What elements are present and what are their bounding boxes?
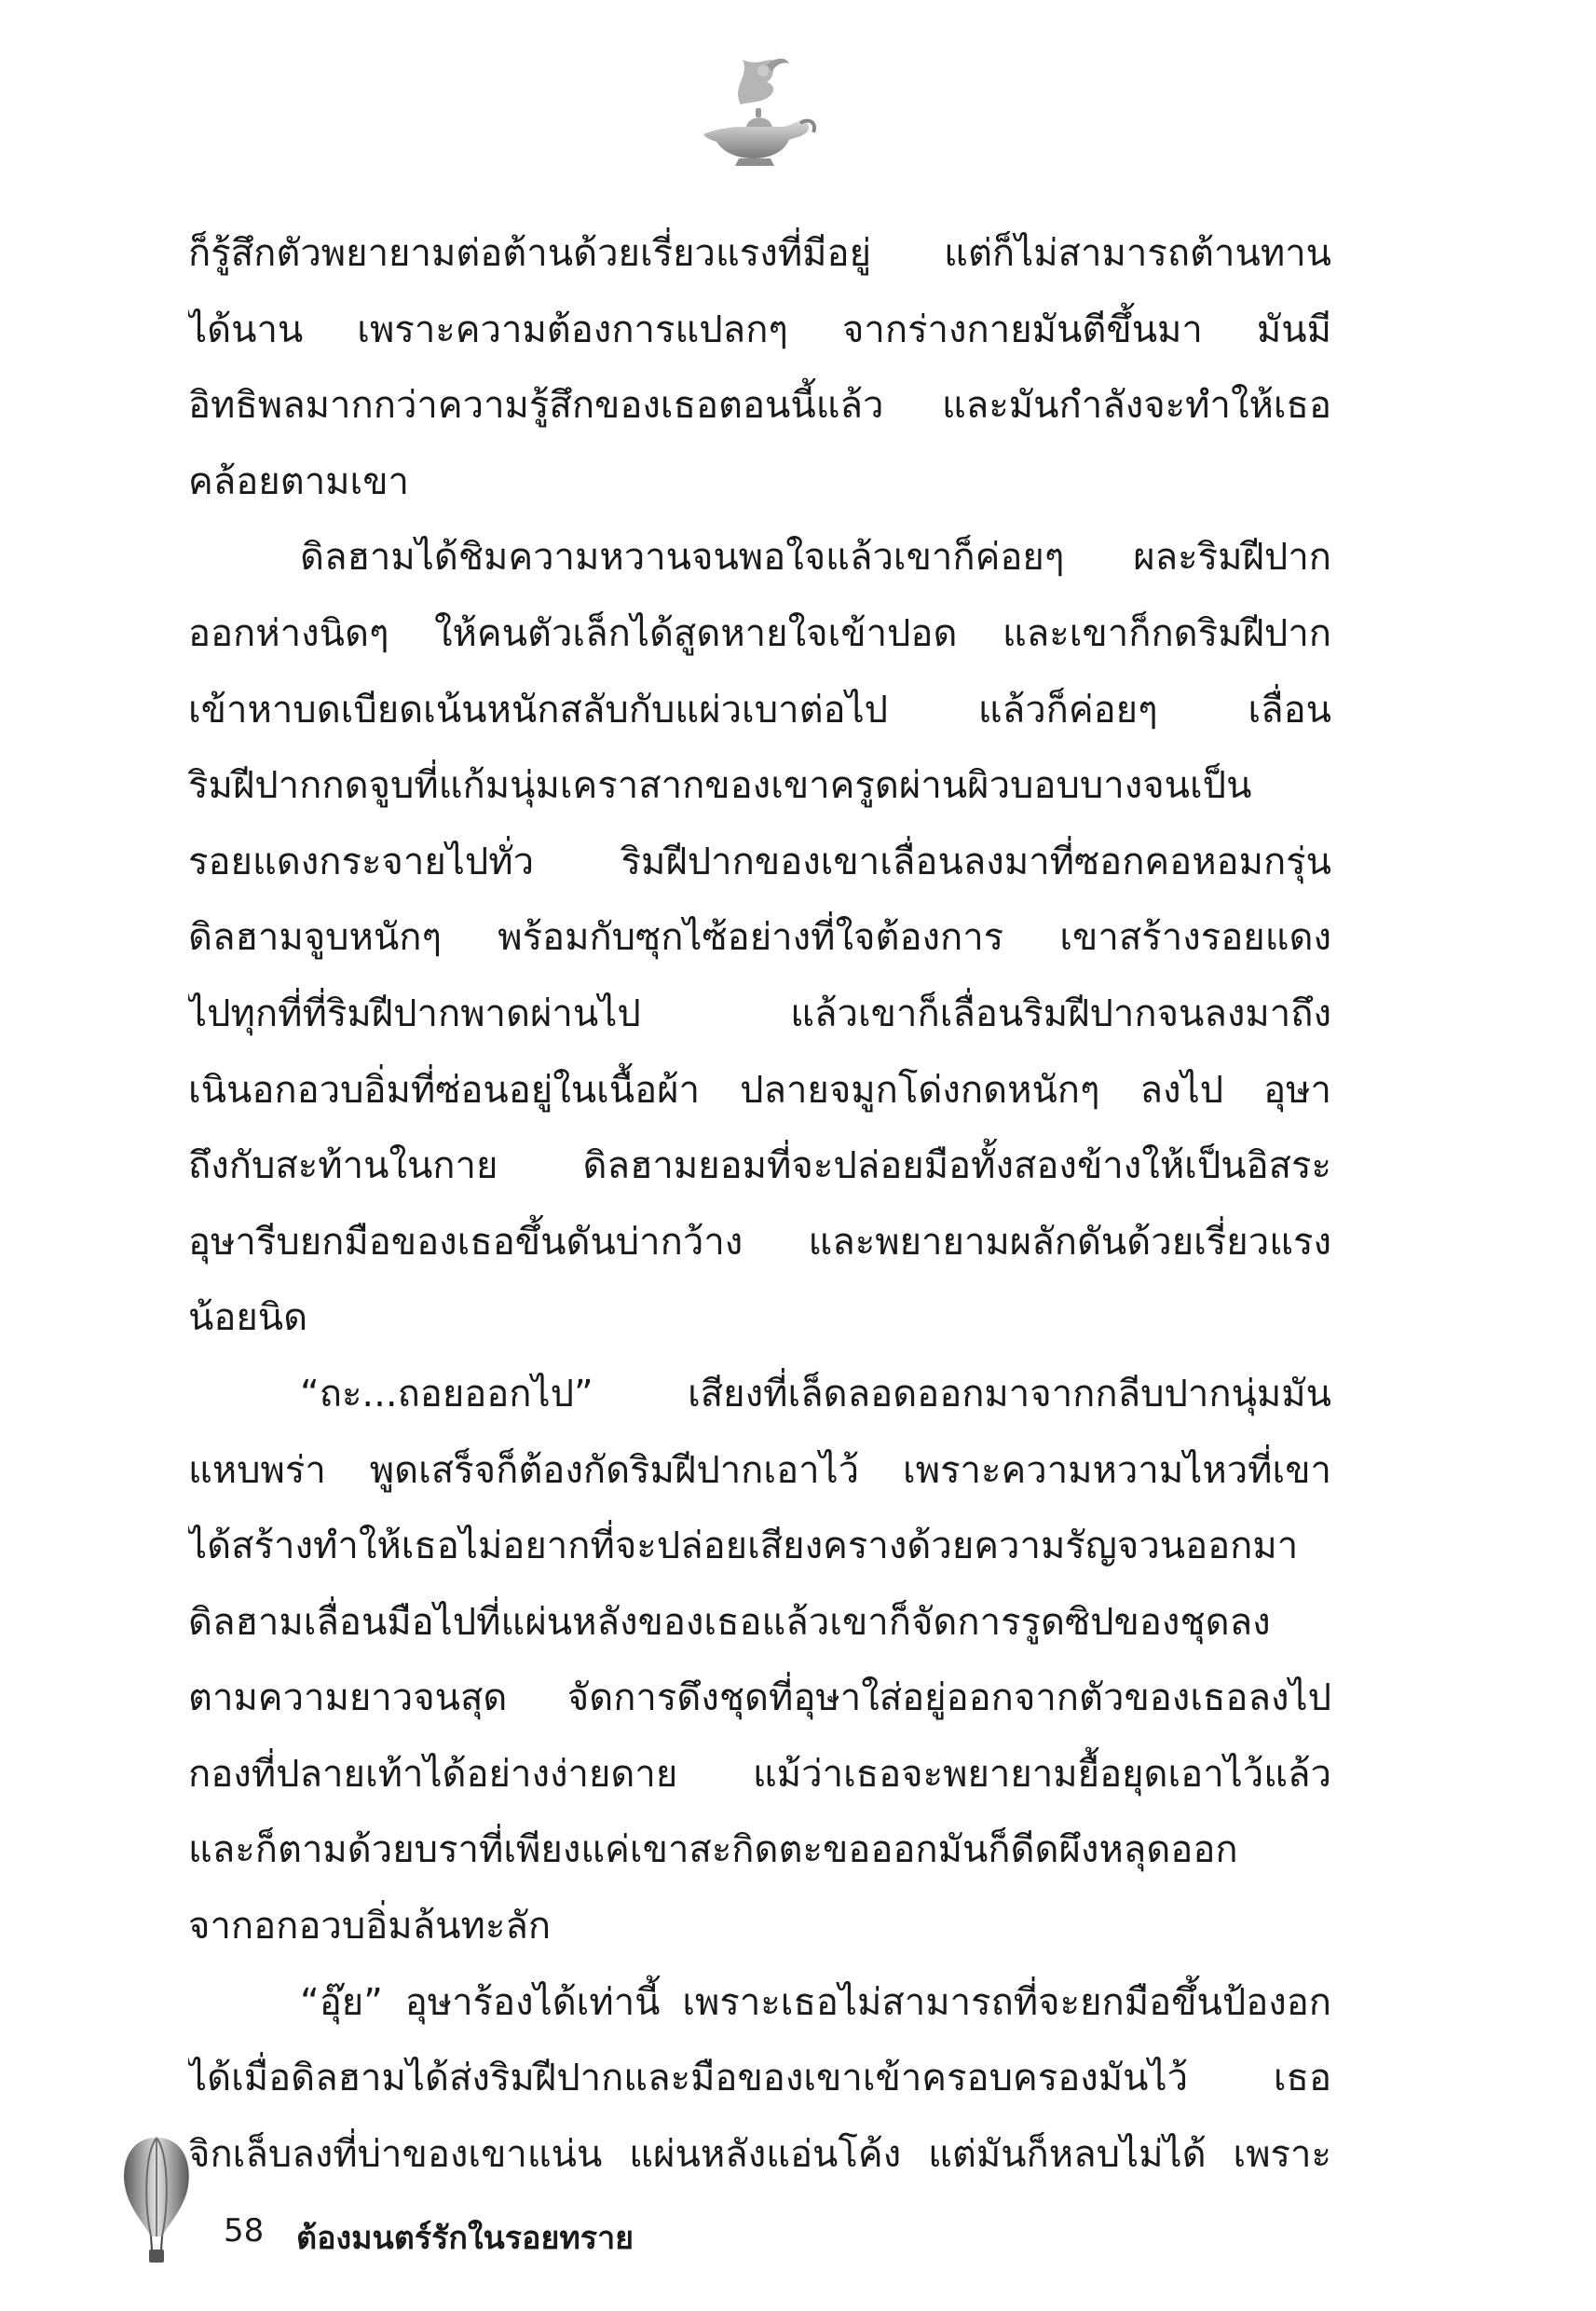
text-line: อิทธิพลมากกว่าความรู้สึกของเธอตอนนี้แล้ว และมันกำลังจะทำให้เธอ [188, 384, 1331, 428]
text-line: ได้นาน เพราะความต้องการแปลกๆ จากร่างกายมันตีขึ้นมา มันมี [188, 308, 1331, 351]
text-line: แหบพร่า พูดเสร็จก็ต้องกัดริมฝีปากเอาไว้ เพราะความหวามไหวที่เขา [188, 1448, 1331, 1492]
body-text [188, 216, 1331, 2193]
paragraph-1 [188, 216, 1331, 520]
text-line: “ถะ...ถอยออกไป” เสียงที่เล็ดลอดออกมาจากกลีบปากนุ่มมัน [300, 1372, 1331, 1415]
text-line: น้อยนิด [188, 1296, 308, 1340]
text-line: ไปทุกที่ที่ริมฝีปากพาดผ่านไป แล้วเขาก็เลื่อนริมฝีปากจนลงมาถึง [188, 991, 1331, 1035]
text-line: คล้อยตามเขา [188, 459, 410, 503]
paragraph-3 [188, 1357, 1331, 1965]
text-line: ดิลฮามเลื่อนมือไปที่แผ่นหลังของเธอแล้วเขาก็จัดการรูดซิปของชุดลง [188, 1600, 1271, 1644]
page-number: 58 [224, 2212, 265, 2249]
text-line: เข้าหาบดเบียดเน้นหนักสลับกับแผ่วเบาต่อไป แล้วก็ค่อยๆ เลื่อน [188, 688, 1331, 732]
genie-lamp-icon [685, 48, 825, 170]
text-line: ก็รู้สึกตัวพยายามต่อต้านด้วยเรี่ยวแรงที่มีอยู่ แต่ก็ไม่สามารถต้านทาน [188, 232, 1331, 275]
text-line: เนินอกอวบอิ่มที่ซ่อนอยู่ในเนื้อผ้า ปลายจมูกโด่งกดหนักๆ ลงไป อุษา [188, 1068, 1331, 1112]
hot-air-balloon-icon [119, 2134, 194, 2274]
page-footer [119, 2134, 865, 2274]
text-line: จิกเล็บลงที่บ่าของเขาแน่น แผ่นหลังแอ่นโค้ง แต่มันก็หลบไม่ได้ เพราะ [188, 2132, 1331, 2176]
text-line: รอยแดงกระจายไปทั่ว ริมฝีปากของเขาเลื่อนลงมาที่ซอกคอหอมกรุ่น [188, 840, 1331, 883]
text-line: ดิลฮามจูบหนักๆ พร้อมกับซุกไซ้อย่างที่ใจต้องการ เขาสร้างรอยแดง [188, 916, 1331, 960]
text-line: ได้สร้างทำให้เธอไม่อยากที่จะปล่อยเสียงครางด้วยความรัญจวนออกมา [188, 1525, 1299, 1568]
book-title: ต้องมนตร์รักในรอยทราย [296, 2220, 634, 2257]
text-line: ถึงกับสะท้านในกาย ดิลฮามยอมที่จะปล่อยมือทั้งสองข้างให้เป็นอิสระ [188, 1144, 1331, 1188]
text-line: “อุ๊ย” อุษาร้องได้เท่านี้ เพราะเธอไม่สามารถที่จะยกมือขึ้นป้องอก [300, 1980, 1331, 2024]
text-line: อุษารีบยกมือของเธอขึ้นดันบ่ากว้าง และพยายามผลักดันด้วยเรี่ยวแรง [188, 1220, 1331, 1264]
text-line: ริมฝีปากกดจูบที่แก้มนุ่มเคราสากของเขาครูดผ่านผิวบอบบางจนเป็น [188, 764, 1252, 808]
text-line: จากอกอวบอิ่มล้นทะลัก [188, 1905, 552, 1949]
text-line: ได้เมื่อดิลฮามได้ส่งริมฝีปากและมือของเขาเข้าครอบครองมันไว้ เธอ [188, 2057, 1331, 2100]
text-line: ดิลฮามได้ชิมความหวานจนพอใจแล้วเขาก็ค่อยๆ ผละริมฝีปาก [300, 536, 1331, 580]
paragraph-2 [188, 520, 1331, 1357]
text-line: และก็ตามด้วยบราที่เพียงแค่เขาสะกิดตะขอออกมันก็ดีดผึงหลุดออก [188, 1828, 1238, 1872]
text-line: กองที่ปลายเท้าได้อย่างง่ายดาย แม้ว่าเธอจะพยายามยื้อยุดเอาไว้แล้ว [188, 1752, 1331, 1796]
text-line: ตามความยาวจนสุด จัดการดึงชุดที่อุษาใส่อยู่ออกจากตัวของเธอลงไป [188, 1676, 1331, 1720]
text-line: ออกห่างนิดๆ ให้คนตัวเล็กได้สูดหายใจเข้าปอด และเขาก็กดริมฝีปาก [188, 611, 1331, 655]
